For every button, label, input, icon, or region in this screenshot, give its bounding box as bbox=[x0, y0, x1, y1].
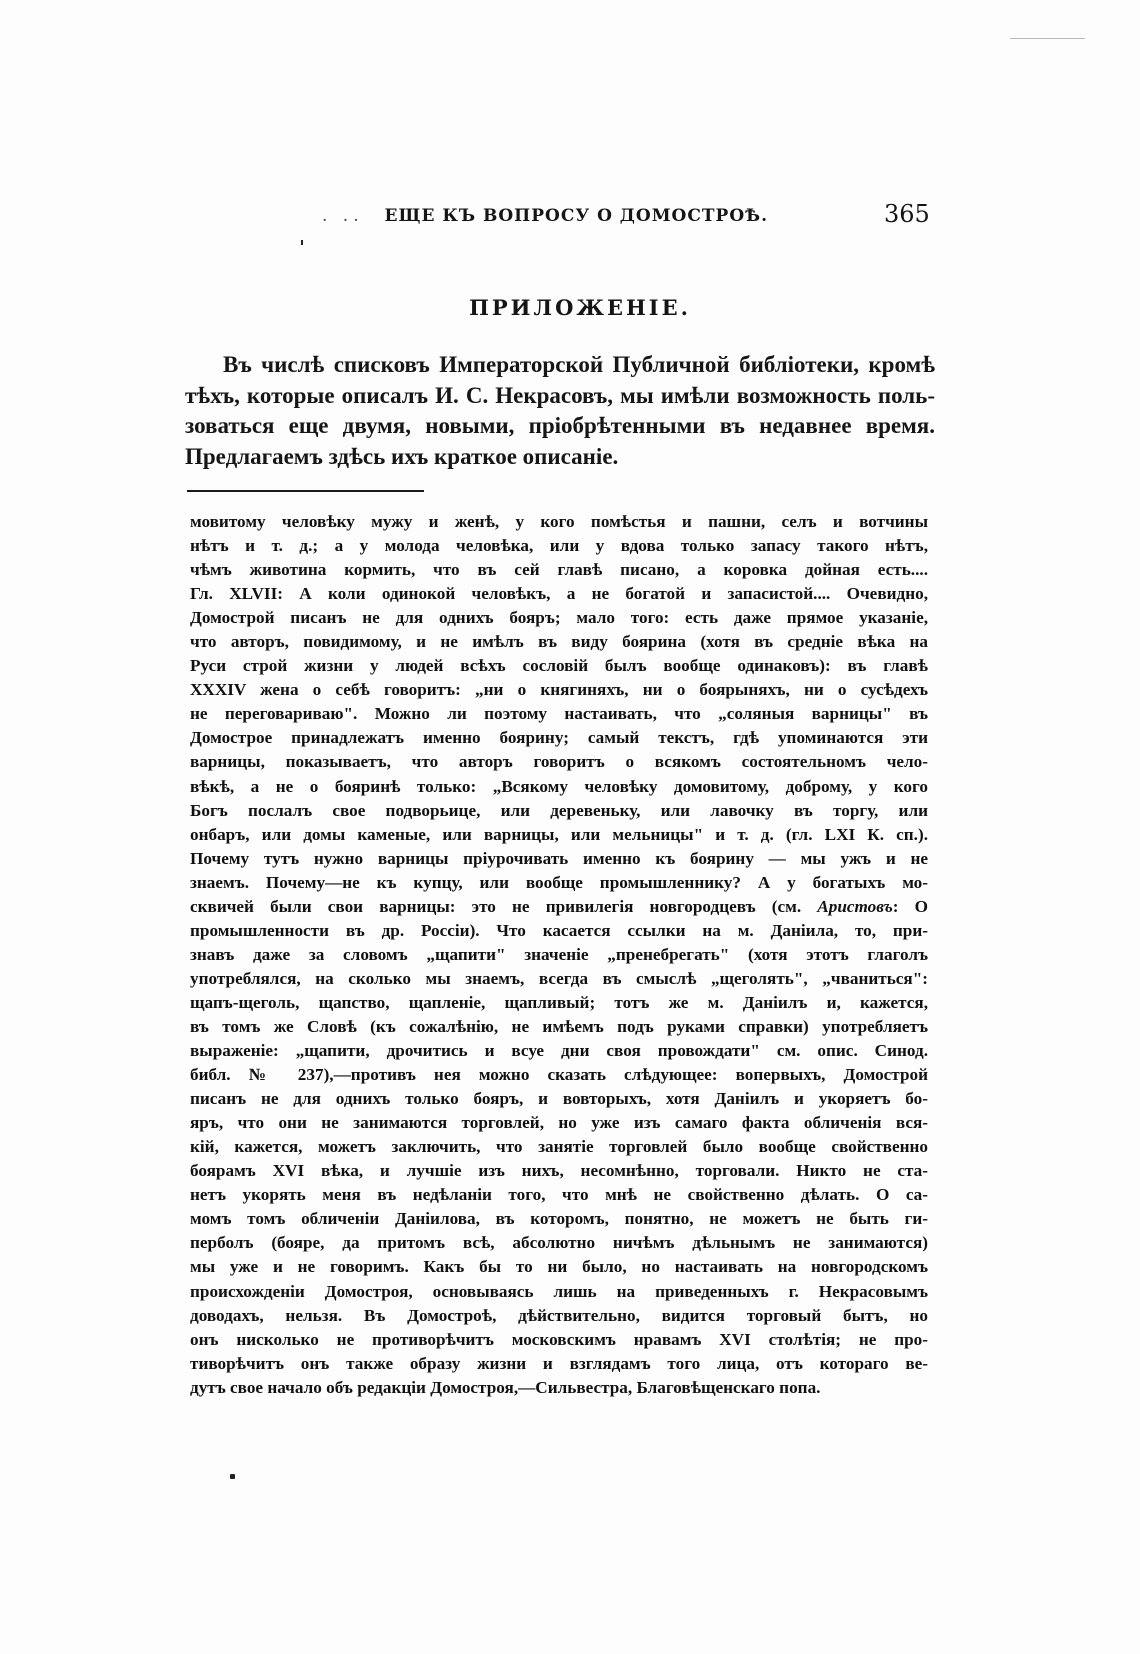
running-head-title: ЕЩЕ КЪ ВОПРОСУ О ДОМОСТРОѢ. bbox=[384, 206, 769, 226]
print-speck bbox=[230, 1474, 235, 1479]
footnote-line: XXXIV жена о себѣ говоритъ: „ни о княгиняхъ, ни о боярыняхъ, ни о сусѣдехъ bbox=[190, 680, 928, 700]
section-title: ПРИЛОЖЕНІЕ. bbox=[469, 295, 691, 320]
running-head bbox=[322, 206, 768, 226]
intro-line: Въ числѣ списковъ Императорской Публичной библіотеки, кромѣ bbox=[223, 352, 935, 377]
footnote-line: мы уже и не говоримъ. Какъ бы то ни было, но настаивать на новгородскомъ bbox=[190, 1257, 928, 1277]
footnote-line: нетъ укорять меня въ недѣланіи того, что мнѣ не свойственно дѣлать. О са- bbox=[190, 1185, 928, 1205]
footnote-line: чѣмъ животина кормить, что въ сей главѣ писано, а коровка дойная есть.... bbox=[190, 560, 928, 580]
footnote-line: онъ нисколько не противорѣчитъ московскимъ нравамъ XVI столѣтія; не про- bbox=[190, 1329, 928, 1349]
footnote-line: боярамъ XVI вѣка, и лучшіе изъ нихъ, несомнѣнно, торговали. Никто не ста- bbox=[190, 1161, 928, 1181]
footnote-line: доводахъ, нельзя. Въ Домостроѣ, дѣйствительно, видится торговый бытъ, но bbox=[190, 1305, 928, 1325]
footnote-line: нѣтъ и т. д.; а у молода человѣка, или у вдова только запасу такого нѣтъ, bbox=[190, 536, 928, 556]
footnote-line: щапъ-щеголь, щапство, щапленіе, щапливый; тотъ же м. Даніилъ и, кажется, bbox=[190, 992, 928, 1012]
footnote-line: дутъ свое начало объ редакціи Домостроя,—Сильвестра, Благовѣщенскаго попа. bbox=[190, 1377, 821, 1397]
footnote-line: мовитому человѣку мужу и женѣ, у кого помѣстья и пашни, селъ и вотчины bbox=[190, 512, 928, 531]
footnote-text bbox=[190, 510, 928, 1400]
footnote-line: промышленности въ др. Россіи). Что касается ссылки на м. Даніила, то, при- bbox=[190, 920, 928, 940]
footnote-line: библ. № 237),—противъ нея можно сказать слѣдующее: вопервыхъ, Домострой bbox=[190, 1065, 928, 1085]
intro-line: Предлагаемъ здѣсь ихъ краткое описаніе. bbox=[185, 443, 619, 469]
footnote-line: писанъ не для однихъ только бояръ, и вовторыхъ, хотя Даніилъ и укоряетъ бо- bbox=[190, 1089, 928, 1109]
footnote-line: въ томъ же Словѣ (къ сожалѣнію, не имѣемъ подъ руками справки) употребляетъ bbox=[190, 1016, 928, 1036]
footnote-line: происхожденіи Домостроя, основываясь лишь на приведенныхъ г. Некрасовымъ bbox=[190, 1281, 928, 1301]
intro-paragraph bbox=[185, 350, 935, 472]
print-speck bbox=[301, 240, 303, 245]
running-head-dots: . .. bbox=[322, 206, 364, 226]
top-edge-rule bbox=[1010, 38, 1085, 39]
footnote-line: Домострое принадлежатъ именно боярину; самый текстъ, гдѣ упоминаются эти bbox=[190, 728, 928, 748]
footnote-line: Домострой писанъ не для однихъ бояръ; мало того: есть даже прямое указаніе, bbox=[190, 608, 928, 628]
footnote-line: Богъ послалъ свое подворьице, или деревеньку, или лавочку въ торгу, или bbox=[190, 800, 928, 820]
footnote-line: яръ, что они не занимаются торговлей, но уже изъ самаго факта обличенія вся- bbox=[190, 1113, 928, 1133]
footnote-line: тиворѣчитъ онъ также образу жизни и взглядамъ того лица, отъ котораго ве- bbox=[190, 1353, 928, 1373]
footnote-line: сквичей были свои варницы: это не привилегія новгородцевъ (см. Аристовъ: О bbox=[190, 896, 928, 916]
footnote-line: Руси строй жизни у людей всѣхъ сословій былъ вообще одинаковъ): въ главѣ bbox=[190, 656, 928, 676]
footnote-line: момъ томъ обличеніи Даніилова, въ которомъ, понятно, не можетъ не быть ги- bbox=[190, 1209, 928, 1229]
footnote-line: знавъ даже за словомъ „щапити" значеніе „пренебрегать" (хотя этотъ глаголъ bbox=[190, 944, 928, 964]
footnote-line: выраженіе: „щапити, дрочитись и всуе дни своя провождати" см. опис. Синод. bbox=[190, 1041, 928, 1061]
footnote-separator bbox=[187, 490, 424, 492]
footnote-line: варницы, показываетъ, что авторъ говоритъ о всякомъ состоятельномъ чело- bbox=[190, 752, 928, 772]
footnote-line: не переговариваю". Можно ли поэтому настаивать, что „соляныя варницы" въ bbox=[190, 704, 928, 724]
footnote-line: Гл. XLVII: А коли одинокой человѣкъ, а не богатой и запасистой.... Очевидно, bbox=[190, 584, 928, 604]
footnote-line: вѣкѣ, а не о бояринѣ только: „Всякому человѣку домовитому, доброму, у кого bbox=[190, 776, 928, 796]
footnote-line: перболъ (бояре, да притомъ всѣ, абсолютно ничѣмъ дѣльнымъ не занимаются) bbox=[190, 1233, 928, 1253]
page-number: 365 bbox=[884, 200, 930, 228]
footnote-line: кій, кажется, можетъ заключить, что занятіе торговлей было вообще свойственно bbox=[190, 1137, 928, 1157]
footnote-line: знаемъ. Почему—не къ купцу, или вообще промышленнику? А у богатыхъ мо- bbox=[190, 872, 928, 892]
intro-line: тѣхъ, которые описалъ И. С. Некрасовъ, мы имѣли возможность поль- bbox=[185, 382, 935, 408]
footnote-line: онбаръ, или домы каменые, или варницы, или мельницы" и т. д. (гл. LXI К. сп.). bbox=[190, 824, 928, 844]
footnote-line: Почему тутъ нужно варницы пріурочивать именно къ боярину — мы ужъ и не bbox=[190, 848, 928, 868]
footnote-line: употреблялся, на сколько мы знаемъ, всегда въ смыслѣ „щеголять", „чваниться": bbox=[190, 968, 928, 988]
footnote-line: что авторъ, повидимому, и не имѣлъ въ виду боярина (хотя въ средніе вѣка на bbox=[190, 632, 928, 652]
intro-line: зоваться еще двумя, новыми, пріобрѣтенными въ недавнее время. bbox=[185, 413, 935, 438]
